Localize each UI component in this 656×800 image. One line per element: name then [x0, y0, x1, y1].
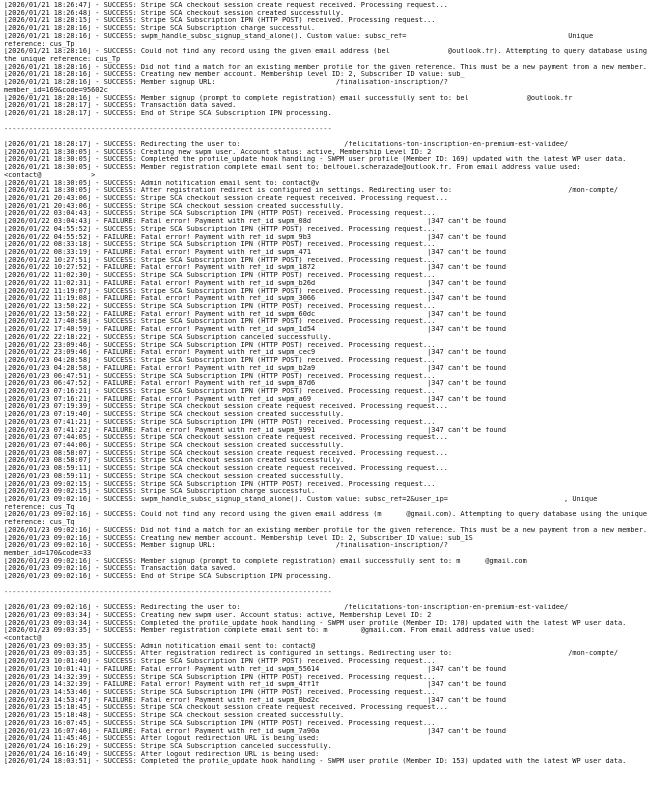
log-entry: [2026/01/21 18:28:17] - SUCCESS: Redirecting the user to: /felicitations-ton-inscription-en-premium-est-validee/ [4, 140, 569, 148]
log-entry: [2026/01/23 09:02:15] - SUCCESS: Stripe SCA Subscription IPN (HTTP POST) received. Processing request... [4, 480, 436, 488]
log-entry: [2026/01/21 18:28:16] - SUCCESS: Member signup (prompt to complete registration) email successfully sent to: bel @outlook.fr [4, 94, 573, 102]
log-entry-continuation: the unique reference: cus_Tp [4, 56, 121, 64]
log-entry: [2026/01/21 18:28:16] - SUCCESS: Did not find a match for an existing member profile for the given reference. This must be a new payment from a new member. [4, 63, 648, 71]
log-entry: [2026/01/23 09:02:16] - SUCCESS: Creating new member account. Membership level ID: 2, Subscriber ID value: sub_1S [4, 534, 473, 542]
log-entry: [2026/01/22 08:33:18] - SUCCESS: Stripe SCA Subscription IPN (HTTP POST) received. Processing request... [4, 241, 436, 249]
log-entry: [2026/01/23 14:32:39] - SUCCESS: Stripe SCA Subscription IPN (HTTP POST) received. Processing request... [4, 673, 436, 681]
log-entry: [2026/01/23 14:32:39] - FAILURE: Fatal error! Payment with ref_id swpm_4ff1f |347 can't be found [4, 681, 506, 689]
log-entry: [2026/01/23 10:01:40] - SUCCESS: Stripe SCA Subscription IPN (HTTP POST) received. Processing request... [4, 658, 436, 666]
log-entry: [2026/01/21 18:28:15] - SUCCESS: Stripe SCA Subscription IPN (HTTP POST) received. Processing request... [4, 17, 436, 25]
log-entry-continuation: member_id=169&code=95602c [4, 86, 108, 94]
log-entry: [2026/01/22 11:02:31] - FAILURE: Fatal error! Payment with ref_id swpm_b26d |347 can't be found [4, 279, 506, 287]
log-entry: [2026/01/21 18:28:16] - SUCCESS: Creating new member account. Membership level ID: 2, Subscriber ID value: sub_ [4, 71, 465, 79]
log-entry: [2026/01/23 15:18:48] - SUCCESS: Stripe SCA checkout session created successfully. [4, 712, 345, 720]
log-entry: [2026/01/22 10:27:52] - FAILURE: Fatal error! Payment with ref_id swpm_1872 |347 can't be found [4, 264, 506, 272]
log-entry: [2026/01/23 07:44:05] - SUCCESS: Stripe SCA checkout session create request received. Processing request... [4, 434, 448, 442]
log-entry: [2026/01/21 18:28:16] - SUCCESS: Stripe SCA Subscription charge successful. [4, 25, 316, 33]
separator-line: ------------------------------------------------------------------------------- [4, 588, 332, 596]
log-entry: [2026/01/23 08:59:11] - SUCCESS: Stripe SCA checkout session created successfully. [4, 472, 345, 480]
log-entry: [2026/01/21 18:26:48] - SUCCESS: Stripe SCA checkout session created successfully. [4, 9, 345, 17]
log-entry: [2026/01/22 04:55:52] - FAILURE: Fatal error! Payment with ref_id swpm_9b3 |347 can't be found [4, 233, 506, 241]
log-entry: [2026/01/23 04:28:58] - SUCCESS: Stripe SCA Subscription IPN (HTTP POST) received. Processing request... [4, 357, 436, 365]
log-view [4, 2, 654, 766]
log-entry: [2026/01/21 18:28:16] - SUCCESS: swpm_handle_subsc_signup_stand_alone(). Custom value: subsc_ref= Unique [4, 32, 594, 40]
log-entry: [2026/01/23 14:53:47] - FAILURE: Fatal error! Payment with ref_id swpm_0bd2c |347 can't be found [4, 696, 506, 704]
log-entry: [2026/01/22 11:02:30] - SUCCESS: Stripe SCA Subscription IPN (HTTP POST) received. Processing request... [4, 272, 436, 280]
log-entry: [2026/01/23 07:19:39] - SUCCESS: Stripe SCA checkout session create request received. Processing request... [4, 403, 448, 411]
log-entry: [2026/01/21 18:30:05] - SUCCESS: Member registration complete email sent to: belfouel.scherazade@outlook.fr. From email address value used: [4, 164, 581, 172]
log-entry: [2026/01/23 14:53:46] - SUCCESS: Stripe SCA Subscription IPN (HTTP POST) received. Processing request... [4, 688, 436, 696]
log-entry: [2026/01/21 18:30:05] - SUCCESS: After registration redirect is configured in settings. Redirecting user to: /mon-compte/ [4, 187, 618, 195]
log-entry: [2026/01/24 16:16:49] - SUCCESS: After logout redirection URL is being used: [4, 750, 320, 758]
log-entry-continuation: reference: cus_Tp [4, 40, 75, 48]
log-entry: [2026/01/23 06:47:52] - FAILURE: Fatal error! Payment with ref_id swpm_87d6 |347 can't be found [4, 380, 506, 388]
log-entry: [2026/01/21 18:26:47] - SUCCESS: Stripe SCA checkout session create request received. Processing request... [4, 2, 448, 9]
log-entry: [2026/01/21 18:30:05] - SUCCESS: Completed the profile_update hook handling - SWPM user profile (Member ID: 169) updated with the latest WP user data. [4, 156, 627, 164]
log-entry: [2026/01/23 15:18:45] - SUCCESS: Stripe SCA checkout session create request received. Processing request... [4, 704, 448, 712]
log-entry: [2026/01/24 18:03:51] - SUCCESS: Completed the profile_update hook handling - SWPM user profile (Member ID: 153) updated with the latest WP user data. [4, 758, 627, 766]
log-entry: [2026/01/23 09:02:16] - SUCCESS: swpm_handle_subsc_signup_stand_alone(). Custom value: subsc_ref=2&user_ip= , Unique [4, 496, 598, 503]
log-entry-continuation: member_id=170&code=33 [4, 550, 92, 558]
log-entry: [2026/01/22 17:40:59] - FAILURE: Fatal error! Payment with ref_id swpm_1d54 |347 can't be found [4, 326, 506, 334]
log-entry: [2026/01/22 13:50:22] - FAILURE: Fatal error! Payment with ref_id swpm_60dc |347 can't be found [4, 310, 506, 318]
log-entry: [2026/01/22 22:18:22] - SUCCESS: Stripe SCA Subscription canceled successfully. [4, 333, 332, 341]
log-entry: [2026/01/21 18:28:16] - SUCCESS: Could not find any record using the given email address (bel @outlook.fr). Attempting to query database using [4, 48, 648, 56]
log-entry: [2026/01/23 09:02:15] - SUCCESS: Stripe SCA Subscription charge successful. [4, 488, 316, 496]
log-entry: [2026/01/23 04:28:58] - FAILURE: Fatal error! Payment with ref_id swpm_b2a9 |347 can't be found [4, 364, 506, 372]
log-entry: [2026/01/23 09:03:35] - SUCCESS: After registration redirect is configured in settings. Redirecting user to: /mon-compte/ [4, 650, 618, 658]
log-entry: [2026/01/23 09:02:16] - SUCCESS: Could not find any record using the given email address (m @gmail.com). Attempting to query database using the unique [4, 511, 648, 519]
log-entry: [2026/01/23 08:58:07] - SUCCESS: Stripe SCA checkout session create request received. Processing request... [4, 449, 448, 457]
log-entry: [2026/01/23 09:02:16] - SUCCESS: Transaction data saved. [4, 565, 237, 573]
log-entry: [2026/01/23 16:07:46] - FAILURE: Fatal error! Payment with ref_id swpm_7a90a |347 can't be found [4, 727, 506, 735]
log-entry: [2026/01/23 07:41:22] - FAILURE: Fatal error! Payment with ref_id swpm_9991 |347 can't be found [4, 426, 506, 434]
log-entry-continuation: <contact@ > [4, 171, 96, 179]
log-entry: [2026/01/24 16:16:29] - SUCCESS: Stripe SCA Subscription canceled successfully. [4, 743, 332, 750]
log-entry: [2026/01/23 16:07:45] - SUCCESS: Stripe SCA Subscription IPN (HTTP POST) received. Processing request... [4, 719, 436, 727]
log-entry: [2026/01/23 09:02:16] - SUCCESS: Did not find a match for an existing member profile for the given reference. This must be a new payment from a new member. [4, 526, 648, 534]
blank-line [4, 581, 654, 589]
log-entry: [2026/01/22 23:09:46] - FAILURE: Fatal error! Payment with ref_id swpm_cec9 |347 can't be found [4, 349, 506, 357]
log-entry: [2026/01/22 03:04:43] - SUCCESS: Stripe SCA Subscription IPN (HTTP POST) received. Processing request... [4, 210, 436, 218]
log-entry: [2026/01/23 07:16:21] - FAILURE: Fatal error! Payment with ref_id swpm_a69 |347 can't be found [4, 395, 506, 403]
log-entry-continuation: <contact@ [4, 634, 42, 642]
log-entry: [2026/01/23 08:58:07] - SUCCESS: Stripe SCA checkout session created successfully. [4, 457, 345, 465]
log-entry: [2026/01/23 06:47:51] - SUCCESS: Stripe SCA Subscription IPN (HTTP POST) received. Processing request... [4, 372, 436, 380]
log-entry: [2026/01/23 08:59:11] - SUCCESS: Stripe SCA checkout session create request received. Processing request... [4, 465, 448, 473]
log-entry: [2026/01/23 07:44:06] - SUCCESS: Stripe SCA checkout session created successfully. [4, 441, 345, 449]
log-entry: [2026/01/22 13:50:22] - SUCCESS: Stripe SCA Subscription IPN (HTTP POST) received. Processing request... [4, 303, 436, 311]
log-entry: [2026/01/23 07:41:21] - SUCCESS: Stripe SCA Subscription IPN (HTTP POST) received. Processing request... [4, 418, 436, 426]
log-entry: [2026/01/21 20:43:06] - SUCCESS: Stripe SCA checkout session create request received. Processing request... [4, 194, 448, 202]
log-entry: [2026/01/22 03:04:43] - FAILURE: Fatal error! Payment with ref_id swpm_08d |347 can't be found [4, 218, 506, 226]
log-entry: [2026/01/23 10:01:41] - FAILURE: Fatal error! Payment with ref_id swpm_55614 |347 can't be found [4, 665, 506, 673]
log-entry: [2026/01/23 09:03:34] - SUCCESS: Completed the profile_update hook handling - SWPM user profile (Member ID: 170) updated with the latest WP user data. [4, 619, 627, 627]
separator-line: ------------------------------------------------------------------------------- [4, 125, 332, 133]
log-entry: [2026/01/22 10:27:51] - SUCCESS: Stripe SCA Subscription IPN (HTTP POST) received. Processing request... [4, 256, 436, 264]
log-entry: [2026/01/23 09:02:16] - SUCCESS: End of Stripe SCA Subscription IPN processing. [4, 573, 332, 581]
log-entry: [2026/01/22 23:09:46] - SUCCESS: Stripe SCA Subscription IPN (HTTP POST) received. Processing request... [4, 341, 436, 349]
log-entry: [2026/01/21 20:43:06] - SUCCESS: Stripe SCA checkout session created successfully. [4, 202, 345, 210]
log-entry-continuation: reference: cus_Tq [4, 503, 75, 511]
log-entry: [2026/01/23 09:03:35] - SUCCESS: Member registration complete email sent to: m @gmail.com. From email address value used: [4, 627, 536, 635]
log-entry-continuation: reference: cus_Tq [4, 519, 75, 527]
log-entry: [2026/01/22 17:40:58] - SUCCESS: Stripe SCA Subscription IPN (HTTP POST) received. Processing request... [4, 318, 436, 326]
log-entry: [2026/01/23 07:16:21] - SUCCESS: Stripe SCA Subscription IPN (HTTP POST) received. Processing request... [4, 387, 436, 395]
log-entry: [2026/01/23 09:03:35] - SUCCESS: Admin notification email sent to: contact@ [4, 642, 316, 650]
log-entry: [2026/01/23 09:03:34] - SUCCESS: Creating new swpm user. Account status: active, Membership Level ID: 2 [4, 611, 432, 619]
log-entry: [2026/01/21 18:28:17] - SUCCESS: Transaction data saved. [4, 102, 237, 110]
log-entry: [2026/01/21 18:28:16] - SUCCESS: Member signup URL: /finalisation-inscription/? [4, 79, 448, 87]
log-entry: [2026/01/23 09:02:16] - SUCCESS: Member signup URL: /finalisation-inscription/? [4, 542, 448, 550]
log-entry: [2026/01/23 09:02:16] - SUCCESS: Member signup (prompt to complete registration) email successfully sent to: m @gmail.com [4, 557, 527, 565]
log-entry: [2026/01/23 07:19:40] - SUCCESS: Stripe SCA checkout session created successfully. [4, 411, 345, 419]
log-entry: [2026/01/23 09:02:16] - SUCCESS: Redirecting the user to: /felicitations-ton-inscription-en-premium-est-validee/ [4, 604, 569, 612]
log-entry: [2026/01/21 18:28:17] - SUCCESS: End of Stripe SCA Subscription IPN processing. [4, 110, 332, 118]
blank-line [4, 133, 654, 141]
log-entry: [2026/01/24 11:45:46] - SUCCESS: After logout redirection URL is being used: [4, 735, 320, 743]
blank-line [4, 596, 654, 604]
log-entry: [2026/01/22 11:19:07] - SUCCESS: Stripe SCA Subscription IPN (HTTP POST) received. Processing request... [4, 287, 436, 295]
log-entry: [2026/01/21 18:30:05] - SUCCESS: Creating new swpm user. Account status: active, Membership Level ID: 2 [4, 148, 432, 156]
log-entry: [2026/01/22 11:19:08] - FAILURE: Fatal error! Payment with ref_id swpm_3066 |347 can't be found [4, 295, 506, 303]
blank-line [4, 118, 654, 126]
log-entry: [2026/01/22 04:55:52] - SUCCESS: Stripe SCA Subscription IPN (HTTP POST) received. Processing request... [4, 225, 436, 233]
log-entry: [2026/01/22 08:33:19] - FAILURE: Fatal error! Payment with ref_id swpm_471 |347 can't be found [4, 249, 506, 256]
log-entry: [2026/01/21 18:30:05] - SUCCESS: Admin notification email sent to: contact@v [4, 179, 320, 187]
